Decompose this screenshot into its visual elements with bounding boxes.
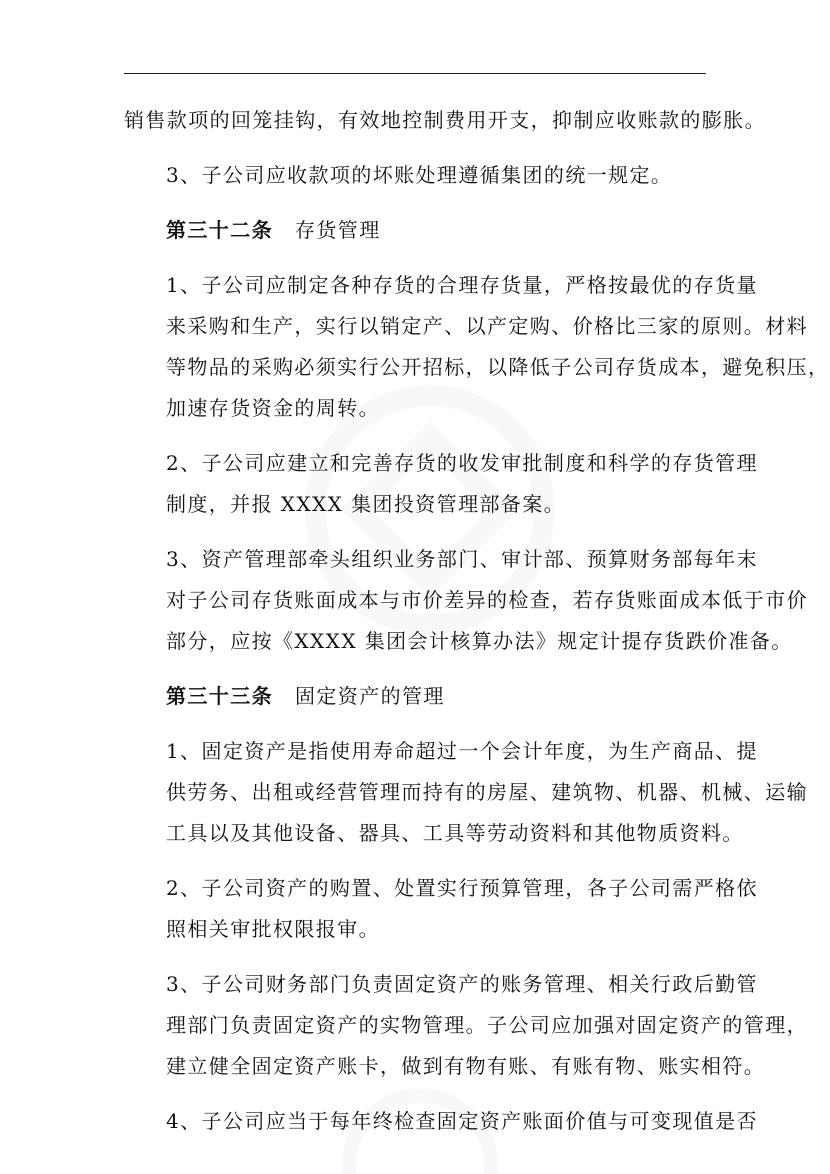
paragraph-line: 2、子公司资产的购置、处置实行预算管理，各子公司需严格依 xyxy=(166,876,758,900)
paragraph-line: 建立健全固定资产账卡，做到有物有账、有账有物、账实相符。 xyxy=(166,1054,766,1078)
paragraph-line: 3、子公司财务部门负责固定资产的账务管理、相关行政后勤管 xyxy=(166,972,758,996)
paragraph-line: 销售款项的回笼挂钩，有效地控制费用开支，抑制应收账款的膨胀。 xyxy=(124,108,766,132)
paragraph xyxy=(124,155,706,196)
paragraph-line: 理部门负责固定资产的实物管理。子公司应加强对固定资产的管理， xyxy=(166,1013,808,1037)
paragraph xyxy=(124,265,830,429)
paragraph-line: 部分，应按《XXXX 集团会计核算办法》规定计提存货跌价准备。 xyxy=(166,629,793,653)
article-title: 存货管理 xyxy=(295,218,381,242)
paragraph-line: 供劳务、出租或经营管理而持有的房屋、建筑物、机器、机械、运输 xyxy=(166,780,808,804)
paragraph-line: 制度，并报 XXXX 集团投资管理部备案。 xyxy=(166,492,566,516)
paragraph-line: 1、固定资产是指使用寿命超过一个会计年度，为生产商品、提 xyxy=(166,739,758,763)
paragraph xyxy=(124,964,808,1087)
paragraph-line: 等物品的采购必须实行公开招标，以降低子公司存货成本，避免积压， xyxy=(166,355,830,379)
paragraph-line: 4、子公司应当于每年终检查固定资产账面价值与可变现值是否 xyxy=(166,1109,758,1133)
header-rule xyxy=(124,73,706,74)
paragraph-line: 2、子公司应建立和完善存货的收发审批制度和科学的存货管理 xyxy=(166,451,758,475)
paragraph xyxy=(124,539,808,662)
paragraph xyxy=(124,868,758,950)
paragraph-line: 加速存货资金的周转。 xyxy=(166,396,380,420)
paragraph-line: 3、资产管理部牵头组织业务部门、审计部、预算财务部每年末 xyxy=(166,547,758,571)
article-number: 第三十三条 xyxy=(166,684,273,708)
article-number: 第三十二条 xyxy=(166,218,273,242)
paragraph xyxy=(124,1101,758,1142)
paragraph-line: 工具以及其他设备、器具、工具等劳动资料和其他物质资料。 xyxy=(166,821,744,845)
paragraph-line: 3、子公司应收款项的坏账处理遵循集团的统一规定。 xyxy=(166,163,673,187)
paragraph xyxy=(124,731,808,854)
article-heading xyxy=(124,676,706,717)
paragraph-line: 照相关审批权限报审。 xyxy=(166,917,380,941)
article-heading xyxy=(124,210,706,251)
paragraph xyxy=(124,100,766,141)
paragraph xyxy=(124,443,758,525)
paragraph-line: 1、子公司应制定各种存货的合理存货量，严格按最优的存货量 xyxy=(166,273,758,297)
article-title: 固定资产的管理 xyxy=(295,684,445,708)
document-body xyxy=(124,100,830,1156)
paragraph-line: 来采购和生产，实行以销定产、以产定购、价格比三家的原则。材料 xyxy=(166,314,808,338)
paragraph-line: 对子公司存货账面成本与市价差异的检查，若存货账面成本低于市价 xyxy=(166,588,808,612)
